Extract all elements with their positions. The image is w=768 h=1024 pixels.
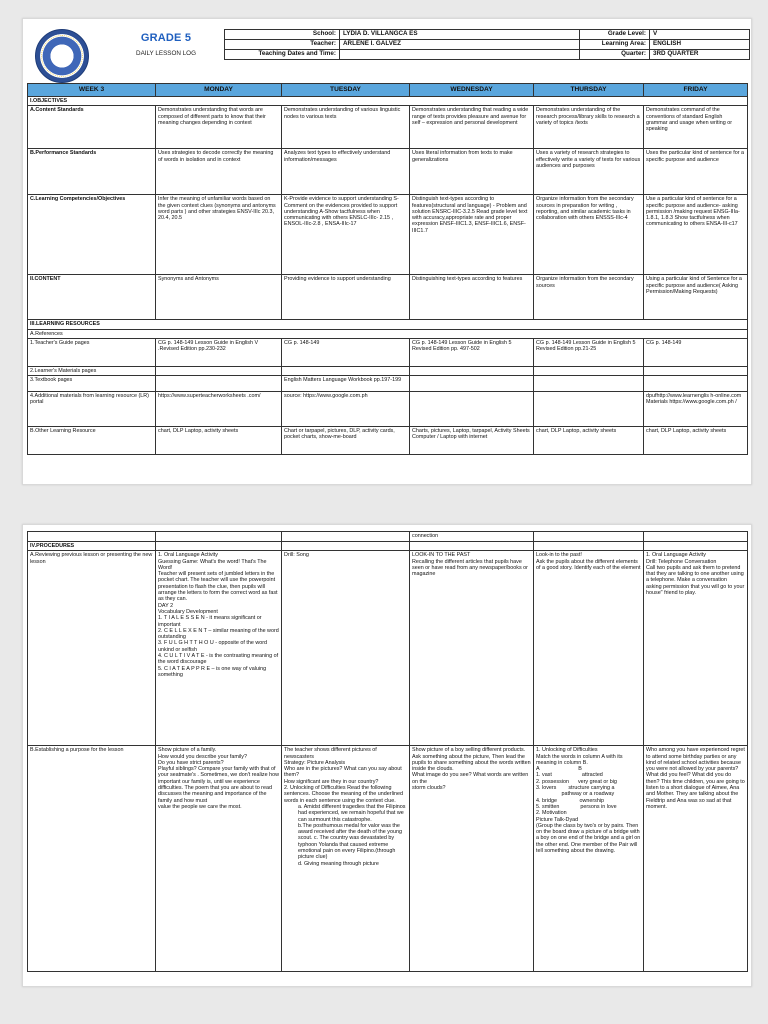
table-cell: CG p. 148-149 Lesson Guide in English V .Revised Edition pp.230-232 (156, 338, 282, 366)
table-row (28, 532, 748, 542)
col-friday: FRIDAY (644, 84, 748, 97)
cell-text: value the people we care the most. (158, 803, 242, 810)
col-thursday: THURSDAY (534, 84, 644, 97)
cell-text: Strategy: Picture Analysis (284, 759, 346, 766)
table-cell: Organize information from the secondary sources (534, 275, 644, 320)
lesson-log-table (27, 83, 748, 455)
table-row (28, 392, 748, 427)
cell-text: 1. Unlocking of Difficulties (536, 747, 598, 754)
table-cell: Analyzes text types to effectively understand information/messages (282, 149, 410, 195)
table-cell (282, 366, 410, 375)
table-cell (644, 376, 748, 392)
cell-text: discusses the meaning and importance of the family and how must (158, 791, 267, 804)
dates-label: Teaching Dates and Time: (225, 50, 340, 60)
cell-text: 3. lovers structure carrying a (536, 785, 615, 792)
cell-text: Drill: Song (284, 552, 309, 559)
cell-text: 5. C I A T E A P P R E – is one way of valuing something (158, 665, 267, 678)
cell-text: How significant are they in our country? (284, 778, 379, 785)
table-row (28, 329, 748, 338)
objectives-row (28, 97, 748, 106)
table-row (28, 106, 748, 149)
table-cell: Use a particular kind of sentence for a specific purpose and audience- asking permission /making request ENSG-IIIa-1.8.1, 1.8.3 Show tactfulness when communicating to others ENSA-III-c17 (644, 195, 748, 275)
cell-text: What image do you see? What words are written on the (412, 772, 529, 785)
col-week: WEEK 3 (28, 84, 156, 97)
cell-text: 4. C U L T I V A T E - is the contrasting meaning of the word discourage (158, 653, 279, 666)
table-row (28, 366, 748, 375)
table-cell (534, 392, 644, 427)
cell-text: 4. bridge ownership (536, 797, 605, 804)
cell-text: Picture Talk-Dyad (536, 816, 579, 823)
lesson-log-page-2 (22, 524, 752, 987)
row-label: C.Learning Competencies/Objectives (28, 195, 156, 275)
table-row (28, 746, 748, 972)
row-label: B.Other Learning Resource (28, 427, 156, 455)
table-cell: Demonstrates command of the conventions of standard English grammar and usage when writing or speaking (644, 106, 748, 149)
table-cell: Demonstrates understanding of various linguistic nodes to various texts (282, 106, 410, 149)
table-cell (410, 366, 534, 375)
table-cell (534, 366, 644, 375)
cell-text: pathway or a roadway (536, 791, 615, 798)
dates-value (340, 50, 580, 60)
table-cell (282, 532, 410, 542)
grade-level-value: V (650, 30, 750, 40)
table-cell: connection (410, 532, 534, 542)
col-tuesday: TUESDAY (282, 84, 410, 97)
table-cell: Demonstrates understanding that words are composed of different parts to know that their meaning changes depending in context (156, 106, 282, 149)
table-cell: Uses literal information from texts to make generalizations (410, 149, 534, 195)
cell-text: 2. Motivation (536, 810, 567, 817)
quarter-value: 3RD QUARTER (650, 50, 750, 60)
objectives-heading: I.OBJECTIVES (28, 97, 748, 106)
lesson-log-page-1 (22, 18, 752, 485)
cell-text: b.The posthumous medal for valor was the award received after the death of the young scout. c. The country was devastated by typhoon Yolanda that caused extreme emotional pain on every Filipino.(through picture clue) (298, 822, 402, 861)
quarter-label: Quarter: (580, 50, 650, 60)
table-cell-tuesday (282, 746, 410, 972)
table-cell: English Matters Language Workbook pp.197-199 (282, 376, 410, 392)
cell-text: Recalling the different articles that pupils have seen or have read from any newspaper/books or magazine (412, 558, 528, 578)
table-row (28, 376, 748, 392)
seal-ring-icon (41, 35, 83, 77)
cell-text: d. Giving meaning through picture (298, 860, 379, 867)
cell-text: 5. smitten persons in love (536, 803, 617, 810)
table-cell: Infer the meaning of unfamiliar words based on the given context clues (synonyms and antonyms word parts ) and other strategies ENSV-IIIc 20.3, 20.4, 20.5 (156, 195, 282, 275)
table-cell (534, 376, 644, 392)
resources-heading: III.LEARNING RESOURCES (28, 320, 748, 329)
cell-text: Guessing Game: What's the word! That's The Word! (158, 558, 267, 571)
table-cell: Synonyms and Antonyms (156, 275, 282, 320)
row-label: 3.Textbook pages (28, 376, 156, 392)
row-label: A.Content Standards (28, 106, 156, 149)
table-cell: Demonstrates understanding of the research process/library skills to research a variety of topics /texts (534, 106, 644, 149)
table-cell (410, 392, 534, 427)
cell-text: Show picture of a family. (158, 747, 217, 754)
cell-text: 1. Oral Language Activity (158, 552, 218, 559)
cell-text: 2. C E L L E X E N T – similar meaning of the word outstanding (158, 627, 279, 641)
header-info-table (224, 29, 750, 60)
table-cell (644, 366, 748, 375)
cell-text: Vocabulary Development (158, 608, 218, 615)
table-cell (156, 366, 282, 375)
row-label: A.Reviewing previous lesson or presenting the new lesson (28, 551, 156, 746)
cell-text: Look-in to the past! (536, 552, 582, 559)
cell-text: A B (536, 766, 582, 773)
cell-text: 2. possession very great or big (536, 778, 617, 785)
table-cell: Organize information from the secondary sources in preparation for writing , reporting, and similar academic tasks in collaboration with others ENSSS-IIIc-4 (534, 195, 644, 275)
cell-text: storm clouds? (412, 785, 446, 792)
procedures-row (28, 542, 748, 551)
table-cell: dpufhttp://www.learnenglis h-online.com Materials https://www.google.com.ph / (644, 392, 748, 427)
table-cell-wednesday (410, 746, 534, 972)
cell-text: How would you describe your family? (158, 753, 247, 760)
cell-text: 1. vast attracted (536, 772, 603, 779)
table-cell: source: https://www.google.com.ph (282, 392, 410, 427)
table-cell: https://www.superteacherworksheets .com/ (156, 392, 282, 427)
cell-text: Teacher will present sets of jumbled letters in the pocket chart. The teacher will use the powerpoint presentation to flash the clue, then pupils will arrange the letters to form the correct word as fast as they can. (158, 571, 278, 603)
row-label: B.Performance Standards (28, 149, 156, 195)
header (27, 23, 747, 84)
grade-level-label: Grade Level: (580, 30, 650, 40)
learning-area-label: Learning Area: (580, 40, 650, 50)
table-cell (156, 542, 282, 551)
table-cell (534, 542, 644, 551)
table-cell: Distinguishing text-types according to features (410, 275, 534, 320)
table-cell-monday (156, 746, 282, 972)
cell-text: Match the words in column A with its meaning in column B. (536, 753, 623, 766)
row-label: 2.Learner's Materials pages (28, 366, 156, 375)
row-label: II.CONTENT (28, 275, 156, 320)
table-cell-monday (156, 551, 282, 746)
table-cell (410, 542, 534, 551)
week-header-row (28, 84, 748, 97)
table-cell: Uses a variety of research strategies to effectively write a variety of texts for various audiences and purposes (534, 149, 644, 195)
cell-text: Show picture of a boy selling different products. Ask something about the picture, Then lead the pupils to share something about the words written inside the clouds. (412, 747, 531, 773)
table-cell: chart, DLP Laptop, activity sheets (534, 427, 644, 455)
table-cell-tuesday (282, 551, 410, 746)
cell-text: (Group the class by two's or by pairs. Then on the board draw a picture of a bridge with a boy on one end of the bridge and a girl on the other end. One member of the Pair will tell something about the drawing. (536, 822, 641, 855)
table-cell-friday (644, 746, 748, 972)
cell-text: Ask the pupils about the different elements of a good story. Identify each of the element (536, 558, 641, 571)
table-cell (28, 532, 156, 542)
row-label: B.Establishing a purpose for the lesson (28, 746, 156, 972)
table-cell (156, 532, 282, 542)
table-cell: Demonstrates understanding that reading a wide range of texts provides pleasure and avenue for self – expression and personal development (410, 106, 534, 149)
cell-text: Playful siblings? Compare your family with that of your seatmate's . Sometimes, we don't realize how important our family is, until we experience difficulties. The poem that you are about to read (158, 766, 280, 792)
cell-text: DAY 2 (158, 602, 174, 609)
cell-text: Drill: Telephone Conversation (646, 558, 717, 565)
resources-row (28, 320, 748, 329)
table-cell: CG p. 148-149 Lesson Guide in English 5 Revised Edition pp. 497-502 (410, 338, 534, 366)
table-cell-friday (644, 551, 748, 746)
cell-text: The teacher shows different pictures of newscasters (284, 747, 377, 760)
cell-text: What did you feel? What did you do then? This time children, you are going to listen to a short dialogue of Aimee, Ana and Mother. They are talking about the Fieldtrip and Ana was so sad at that moment. (646, 772, 745, 810)
table-cell (282, 542, 410, 551)
cell-text: Call two pupils and ask them to pretend that they are talking to one another using a telephone. Make a conversation (646, 564, 744, 584)
teacher-value: ARLENE I. GALVEZ (340, 40, 580, 50)
cell-text: 2. Unlocking of Difficulties Read the following sentences. Choose the meaning of the underlined words in each sentence using the context clue. (284, 785, 403, 804)
cell-text: LOOK-IN TO THE PAST (412, 552, 471, 559)
table-cell (410, 376, 534, 392)
table-cell-thursday (534, 551, 644, 746)
col-monday: MONDAY (156, 84, 282, 97)
table-cell (644, 532, 748, 542)
row-label: A.References (28, 329, 748, 338)
cell-text: 3. F U L G H T T H O U - opposite of the word unkind or selfish (158, 640, 268, 653)
table-cell: Providing evidence to support understanding (282, 275, 410, 320)
row-label: 1.Teacher's Guide pages (28, 338, 156, 366)
table-row (28, 275, 748, 320)
table-cell: Uses the particular kind of sentence for a specific purpose and audience (644, 149, 748, 195)
table-cell (534, 532, 644, 542)
grade-title: GRADE 5 (140, 32, 192, 44)
col-wednesday: WEDNESDAY (410, 84, 534, 97)
table-row (28, 427, 748, 455)
table-cell (156, 376, 282, 392)
log-title: DAILY LESSON LOG (136, 50, 196, 57)
table-row (28, 551, 748, 746)
cell-text: asking permission that you will go to your house" friend to play. (646, 583, 745, 597)
cell-text: 1. Oral Language Activity (646, 552, 706, 559)
cell-text: 1. T I A L E S S E N - it means significant or important (158, 615, 262, 628)
table-cell: Charts, pictures, Laptop, tarpapel, Activity Sheets Computer / Laptop with internet (410, 427, 534, 455)
table-row (28, 195, 748, 275)
procedures-heading: IV.PROCEDURES (28, 542, 156, 551)
table-row (28, 149, 748, 195)
table-cell: CG p. 148-149 Lesson Guide in English 5 Revised Edition pp.21-25 (534, 338, 644, 366)
table-cell-wednesday (410, 551, 534, 746)
table-row (28, 338, 748, 366)
table-cell: chart, DLP Laptop, activity sheets (156, 427, 282, 455)
table-cell: chart, DLP Laptop, activity sheets (644, 427, 748, 455)
table-cell: Using a particular kind of Sentence for a specific purpose and audience( Asking Permission/Making Requests) (644, 275, 748, 320)
teacher-label: Teacher: (225, 40, 340, 50)
table-cell (644, 542, 748, 551)
table-cell-thursday (534, 746, 644, 972)
learning-area-value: ENGLISH (650, 40, 750, 50)
row-label: 4.Additional materials from learning resource (LR) portal (28, 392, 156, 427)
cell-text: Who among you have experienced regret to attend some birthday parties or any kind of related school activities because you were not allowed by your parents? (646, 747, 745, 773)
table-cell: CG p. 148-149 (644, 338, 748, 366)
school-label: School: (225, 30, 340, 40)
table-cell: Distinguish text-types according to features(structural and language) - Problem and solution ENSRC-IIIC-3.2.5 Read grade level text with accuracy,appropriate rate and proper expression ENSF-IIIC1.3, ENSF-IIIC1.6, ENSF-IIIC1.7 (410, 195, 534, 275)
school-value: LYDIA D. VILLANGCA ES (340, 30, 580, 40)
table-cell: K-Provide evidence to support understanding S-Comment on the evidences provided to support understanding A-Show tactfulness when communicating with others ENSLC-IIIc- 2.15 , ENSOL-IIIc-2.8 , ENSA-IIIc-17 (282, 195, 410, 275)
table-cell: Uses strategies to decode correctly the meaning of words in isolation and in context (156, 149, 282, 195)
cell-text: Do you have strict parents? (158, 759, 224, 766)
table-cell: CG p. 148-149 (282, 338, 410, 366)
table-cell: Chart or tarpapel, pictures, DLP, activity cards, pocket charts, show-me-board (282, 427, 410, 455)
procedures-table (27, 531, 748, 972)
cell-text: Who are in the pictures? What can you say about them? (284, 766, 402, 779)
cell-text: a. Amidst different tragedies that the Filipinos had experienced, we remain hopeful that we can surmount this catastrophe. (298, 803, 406, 823)
